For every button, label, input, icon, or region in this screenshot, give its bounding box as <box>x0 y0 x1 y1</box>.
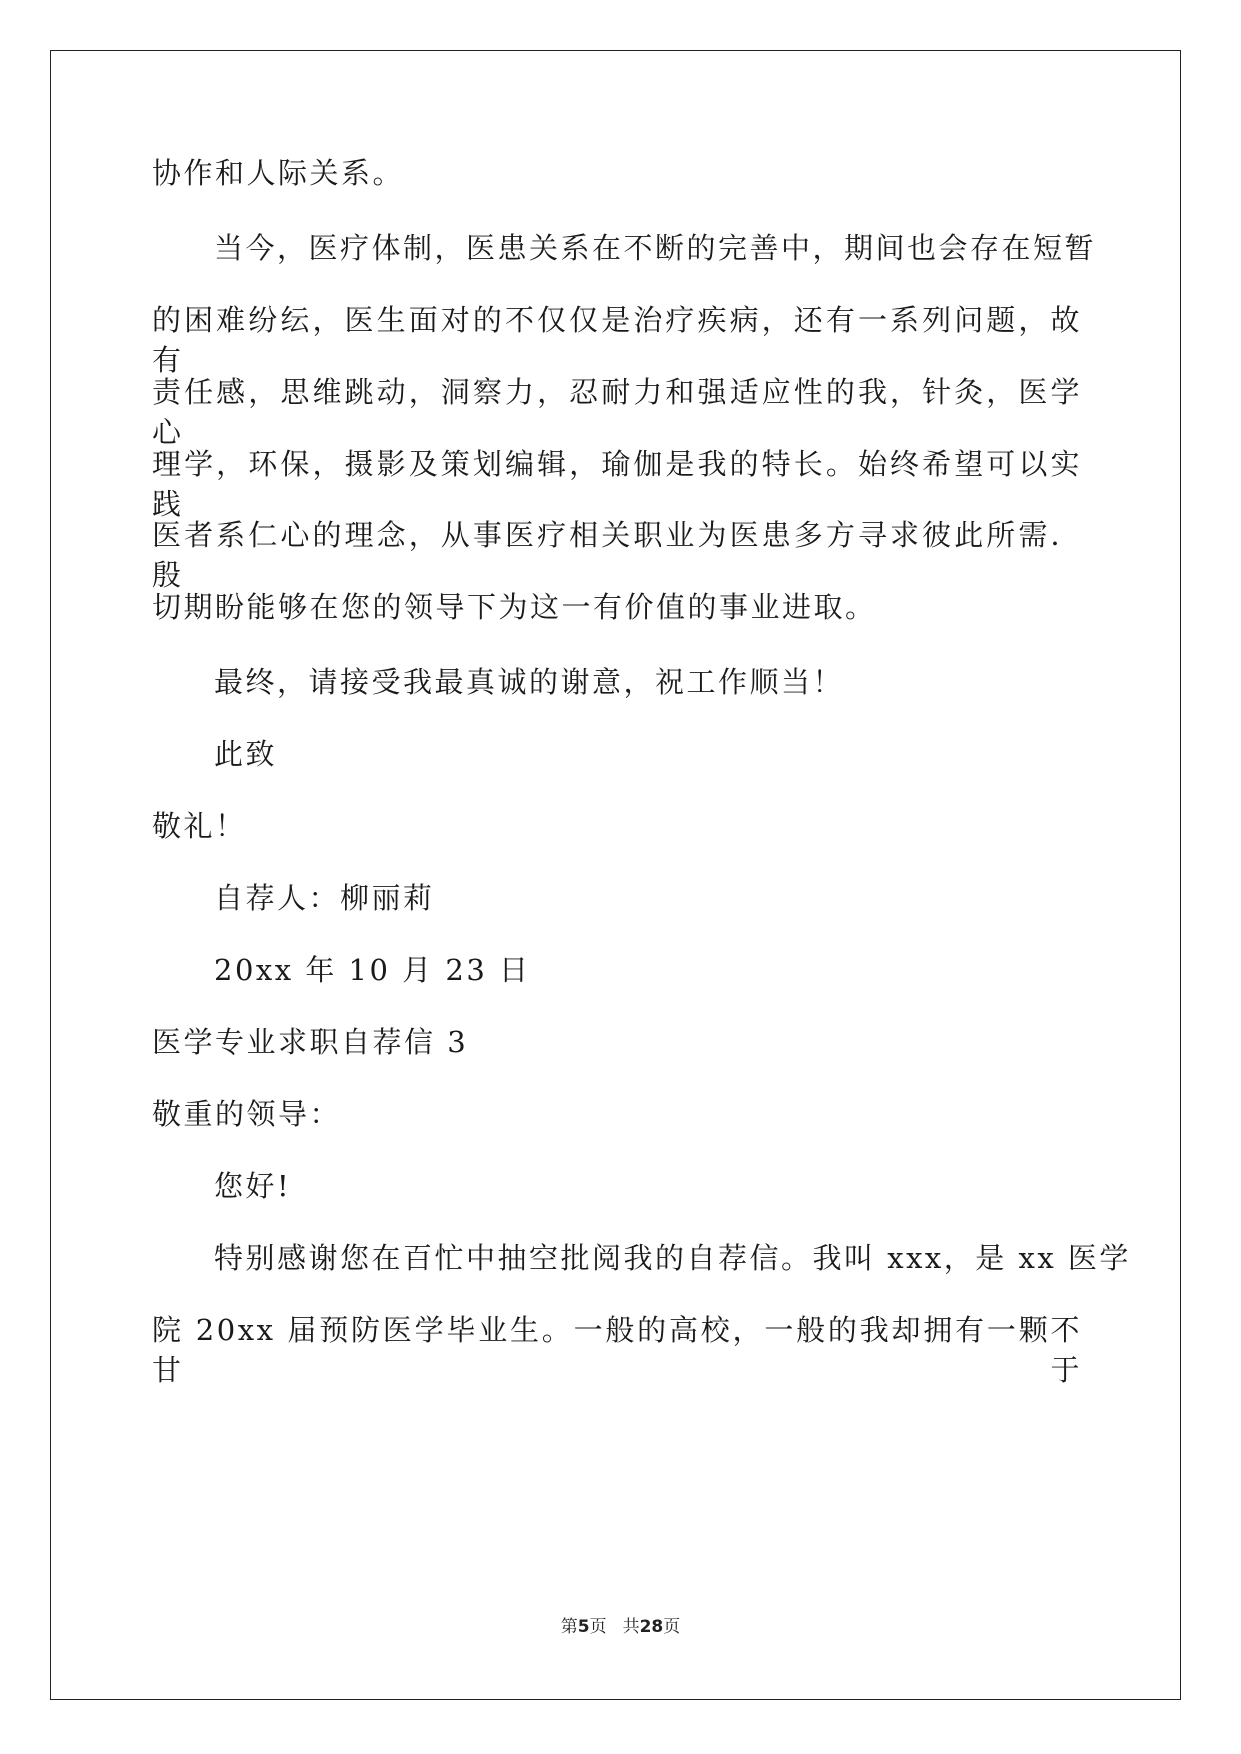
paragraph-line: 医者系仁心的理念，从事医疗相关职业为医患多方寻求彼此所需．殷 <box>152 518 1082 592</box>
section-title: 医学专业求职自荐信 3 <box>152 1025 469 1059</box>
current-page-number: 5 <box>577 1617 590 1637</box>
paragraph-line: 最终，请接受我最真诚的谢意，祝工作顺当！ <box>214 665 845 699</box>
paragraph-line: 的困难纷纭，医生面对的不仅仅是治疗疾病，还有一系列问题，故有 <box>152 303 1082 377</box>
footer-prefix: 第 <box>560 1617 578 1637</box>
footer-page-suffix: 页 <box>589 1617 607 1637</box>
date: 20xx 年 10 月 23 日 <box>214 953 531 987</box>
paragraph-line: 切期盼能够在您的领导下为这一有价值的事业进取。 <box>152 590 877 624</box>
paragraph-line: 责任感，思维跳动，洞察力，忍耐力和强适应性的我，针灸，医学心 <box>152 375 1082 449</box>
greeting: 敬重的领导： <box>152 1097 342 1131</box>
signature: 自荐人：柳丽莉 <box>214 881 435 915</box>
closing-phrase: 此致 <box>214 737 278 771</box>
paragraph-line: 当今，医疗体制，医患关系在不断的完善中，期间也会存在短暂 <box>214 231 1097 265</box>
page-footer <box>0 1617 1241 1637</box>
paragraph-line: 协作和人际关系。 <box>152 156 405 190</box>
greeting-hello: 您好! <box>214 1169 292 1203</box>
paragraph-line: 院 20xx 届预防医学毕业生。一般的高校，一般的我却拥有一颗不甘于 <box>152 1313 1082 1387</box>
paragraph-line: 理学，环保，摄影及策划编辑，瑜伽是我的特长。始终希望可以实践 <box>152 447 1082 521</box>
footer-total-prefix: 共 <box>622 1617 640 1637</box>
footer-total-suffix: 页 <box>663 1617 681 1637</box>
salutation: 敬礼！ <box>152 809 247 843</box>
paragraph-line: 特别感谢您在百忙中抽空批阅我的自荐信。我叫 xxx，是 xx 医学 <box>214 1241 1131 1275</box>
page-border <box>50 50 1181 1700</box>
total-page-count: 28 <box>639 1617 664 1637</box>
